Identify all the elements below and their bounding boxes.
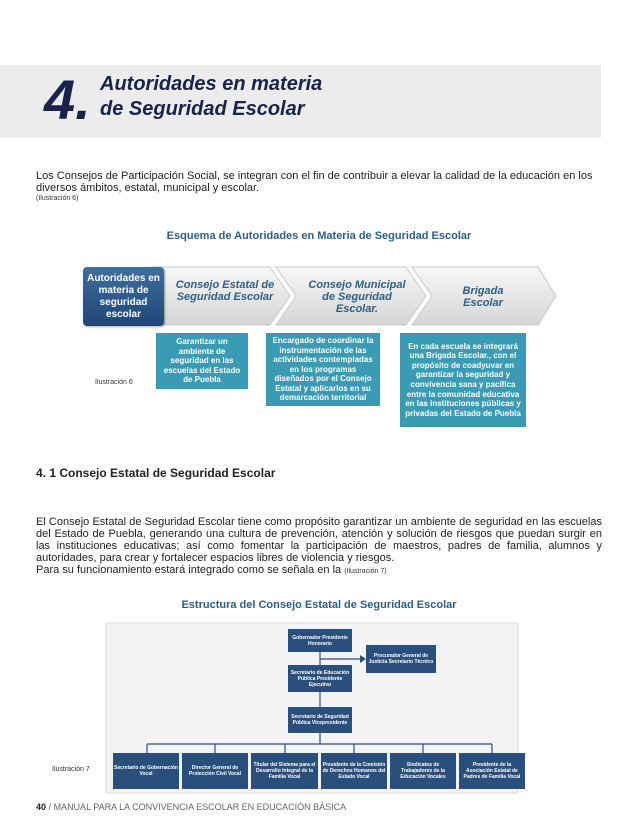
org-box-sindicatos: Sindicatos de Trabajadores de la Educación Vocales: [390, 753, 456, 789]
card-brigada-escolar: En cada escuela se integrará una Brigada Escolar., con el propósito de coadyuvar en garantizar la seguridad y convivencia sana y pacífica entre la comunidad educativa en las instituciones públicas y privadas del Estado de Puebla: [400, 333, 526, 427]
org-chart-title: Estructura del Consejo Estatal de Seguridad Escolar: [181, 599, 457, 611]
intro-paragraph: Los Consejos de Participación Social, se integran con el fin de contribuir a elevar la calidad de la educación en los diversos ámbitos, estatal, municipal y escolar.: [36, 170, 593, 194]
org-box-sep: Secretario de Educación Pública Presidente Ejecutivo: [288, 665, 352, 692]
chevron-label-estatal: Consejo Estatal de Seguridad Escolar: [175, 279, 275, 303]
page-number: 40: [36, 802, 47, 812]
section-title-line2: de Seguridad Escolar: [100, 98, 305, 120]
org-box-ssp: Secretario de Seguridad Pública Vicepresidente: [288, 707, 352, 733]
scheme-title: Esquema de Autoridades en Materia de Seguridad Escolar: [166, 230, 472, 242]
section-number: 4.: [44, 68, 91, 131]
subsection-heading: 4. 1 Consejo Estatal de Seguridad Escolar: [36, 466, 276, 480]
chevron-label-brigada: Brigada Escolar: [462, 285, 504, 309]
subsection-illustration-ref: (Ilustración 7): [344, 568, 387, 575]
chevron-label-municipal: Consejo Municipal de Seguridad Escolar.: [308, 279, 406, 315]
footer-manual-title: MANUAL PARA LA CONVIVENCIA ESCOLAR EN EDUCACIÓN BÁSICA: [53, 802, 347, 812]
subsection-paragraph-last-text: Para su funcionamiento estará integrado como se señala en la: [36, 564, 342, 576]
org-box-procurador: Procurador General de Justicia Secretario Técnico: [366, 645, 436, 673]
card-consejo-municipal: Encargado de coordinar la instrumentación de las actividades contempladas en los programas diseñados por el Consejo Estatal y aplicarlos en su demarcación territorial: [266, 333, 380, 406]
card-consejo-estatal: Garantizar un ambiente de seguridad en las escuelas del Estado de Puebla: [156, 333, 248, 389]
illustration-6-label: Ilustración 6: [95, 379, 133, 386]
subsection-paragraph-body: El Consejo Estatal de Seguridad Escolar tiene como propósito garantizar un ambiente de seguridad en las escuelas del Estado de Puebla, generando una cultura de prevención, atención y solución de riesgos que puedan surgir en las instituciones educativas; así como fomentar la participación de maestros, padres de familia, alumnos y autoridades, para crear y fortalecer espacios libres de violencia y riesgos.: [36, 516, 602, 564]
footer-separator: /: [48, 802, 52, 812]
org-box-padres-familia: Presidente de la Asociación Estatal de Padres de Familia Vocal: [459, 753, 525, 789]
illustration-7-label: Ilustración 7: [52, 766, 90, 773]
authorities-main-box: Autoridades en materia de seguridad escolar: [83, 267, 164, 326]
org-box-proteccion-civil: Director General de Protección Civil Vocal: [182, 753, 248, 789]
org-box-derechos-humanos: Presidente de la Comisión de Derechos Humanos del Estado Vocal: [321, 753, 387, 789]
org-box-dif: Titular del Sistema para el Desarrollo Integral de la Familia Vocal: [251, 753, 318, 789]
intro-illustration-ref: (Ilustración 6): [36, 195, 79, 202]
org-box-gobernador: Gobernador Presidente Honorario: [288, 629, 352, 652]
page-footer: [36, 802, 346, 812]
section-title-line1: Autoridades en materia: [100, 73, 323, 95]
org-box-gobernacion: Secretario de Gobernación Vocal: [113, 753, 179, 789]
